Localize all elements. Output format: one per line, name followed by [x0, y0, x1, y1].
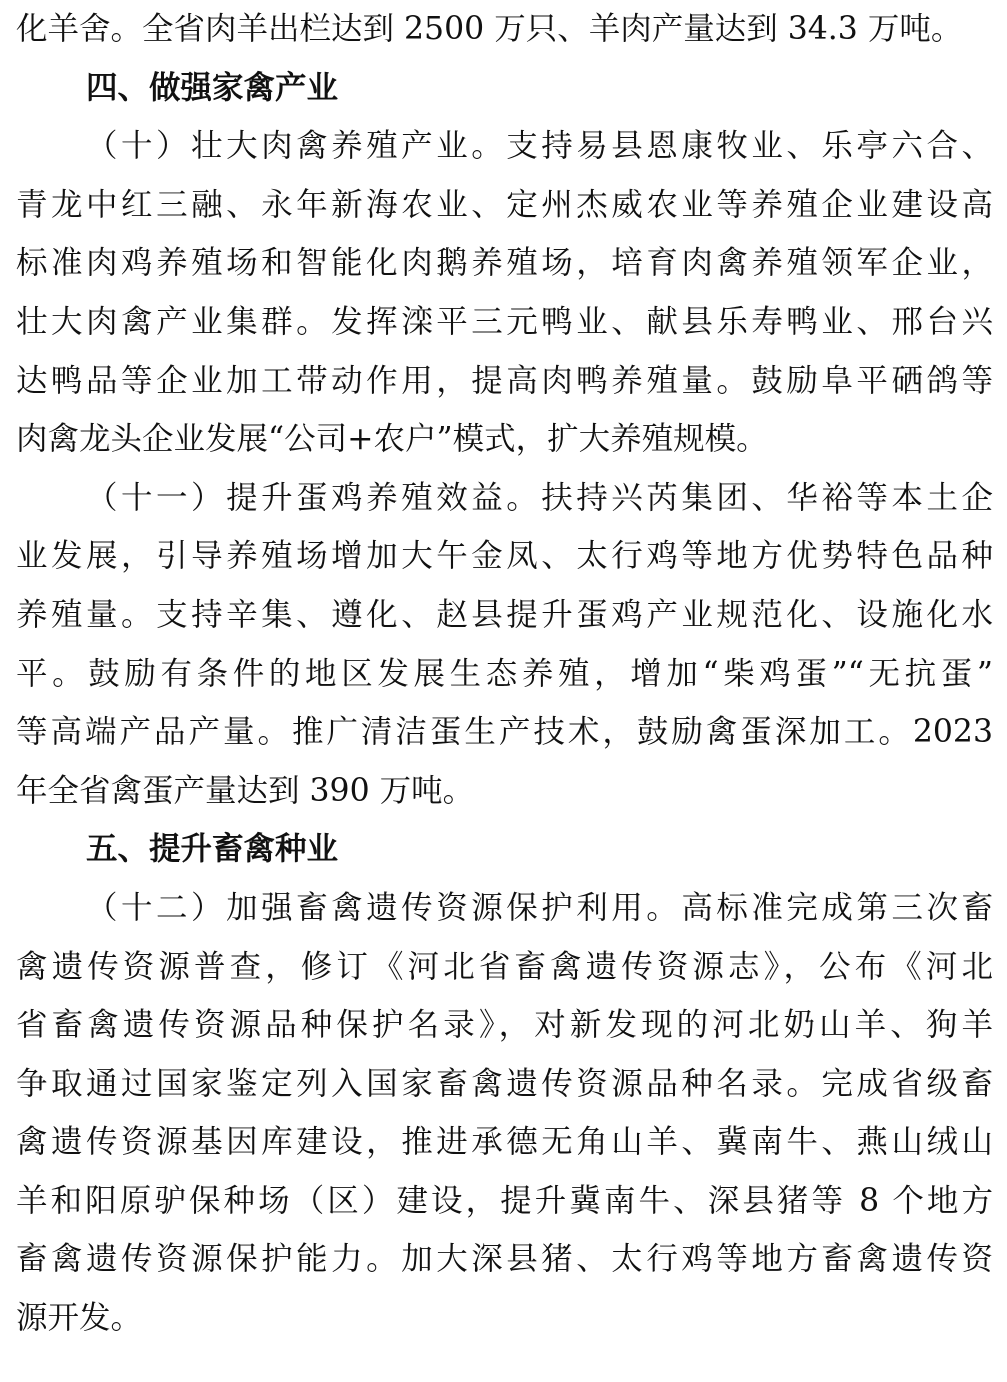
paragraph-line: 达鸭品等企业加工带动作用，提高肉鸭养殖量。鼓励阜平硒鸽等 [16, 362, 993, 399]
paragraph-line: 禽遗传资源普查，修订《河北省畜禽遗传资源志》，公布《河北 [16, 948, 993, 985]
paragraph-line: 源开发。 [16, 1300, 143, 1337]
paragraph-line: （十）壮大肉禽养殖产业。支持易县恩康牧业、乐亭六合、 [86, 128, 993, 165]
paragraph-line: 等高端产品产量。推广清洁蛋生产技术，鼓励禽蛋深加工。2023 [16, 714, 993, 751]
paragraph-line: 省畜禽遗传资源品种保护名录》，对新发现的河北奶山羊、狗羊 [16, 1007, 993, 1044]
paragraph-line: 羊和阳原驴保种场（区）建设，提升冀南牛、深县猪等 8 个地方 [16, 1182, 993, 1219]
section-heading: 四、做强家禽产业 [86, 69, 339, 106]
paragraph-line: 业发展，引导养殖场增加大午金凤、太行鸡等地方优势特色品种 [16, 538, 993, 575]
paragraph-line: 标准肉鸡养殖场和智能化肉鹅养殖场，培育肉禽养殖领军企业， [16, 245, 993, 282]
paragraph-line: （十二）加强畜禽遗传资源保护利用。高标准完成第三次畜 [86, 889, 993, 926]
paragraph-line: 平。鼓励有条件的地区发展生态养殖，增加“柴鸡蛋”“无抗蛋” [16, 655, 993, 692]
paragraph-line: 青龙中红三融、永年新海农业、定州杰威农业等养殖企业建设高 [16, 186, 993, 223]
paragraph-line: 壮大肉禽产业集群。发挥滦平三元鸭业、献县乐寿鸭业、邢台兴 [16, 303, 993, 340]
paragraph-line: 肉禽龙头企业发展“公司+农户”模式，扩大养殖规模。 [16, 421, 768, 458]
paragraph-line: 年全省禽蛋产量达到 390 万吨。 [16, 772, 475, 809]
paragraph-line: 禽遗传资源基因库建设，推进承德无角山羊、冀南牛、燕山绒山 [16, 1124, 993, 1161]
section-heading: 五、提升畜禽种业 [86, 831, 339, 868]
paragraph-line: 畜禽遗传资源保护能力。加大深县猪、太行鸡等地方畜禽遗传资 [16, 1241, 993, 1278]
paragraph-line: 化羊舍。全省肉羊出栏达到 2500 万只、羊肉产量达到 34.3 万吨。 [16, 11, 963, 47]
paragraph-line: （十一）提升蛋鸡养殖效益。扶持兴芮集团、华裕等本土企 [86, 479, 993, 516]
paragraph-line: 养殖量。支持辛集、遵化、赵县提升蛋鸡产业规范化、设施化水 [16, 596, 993, 633]
paragraph-line: 争取通过国家鉴定列入国家畜禽遗传资源品种名录。完成省级畜 [16, 1065, 993, 1102]
